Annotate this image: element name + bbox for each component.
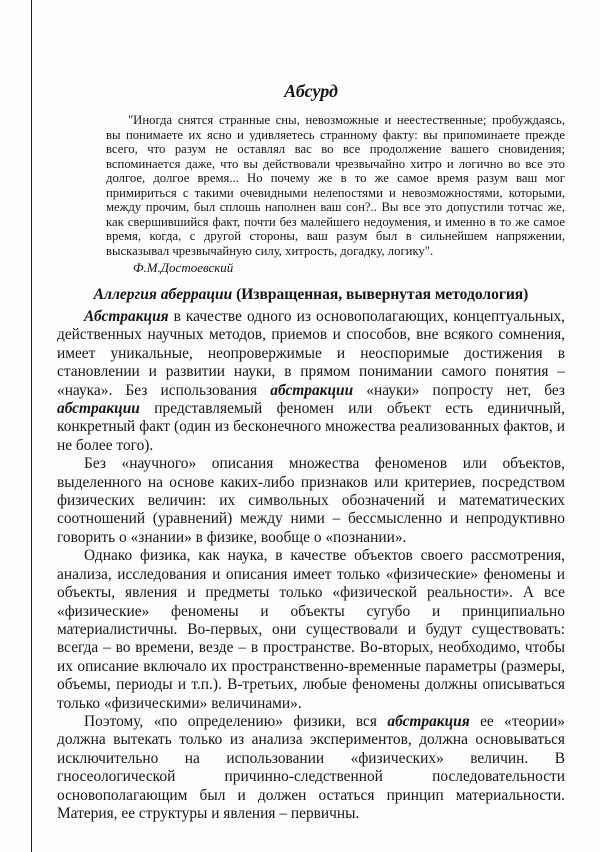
body-paragraph-3: Однако физика, как наука, в качестве объектов своего рассмотрения, анализа, исследования и описания имеет только «физические» феномены и объекты, явления и предметы только «физической реальности». А все «физические» феномены и объекты сугубо и принципиально материалистичны. Во-первых, они существовали и будут существовать: всегда – во времени, везде – в пространстве. Во-вторых, необходимо, чтобы их описание включало их пространственно-временные параметры (размеры, объемы, периоды и т.п.). В-третьих, любые феномены должны описываться только «физическими» величинами». <box>57 547 565 712</box>
body-paragraph-4: Поэтому, «по определению» физики, вся абстракция ее «теории» должна вытекать только из анализа экспериментов, должна основываться исключительно на использовании «физических» величин. В гносеологической причинно-следственной последовательности основополагающим был и должен остаться принцип материальности. Материя, ее структуры и явления – первичны. <box>57 712 565 822</box>
left-margin-rule <box>31 0 32 852</box>
section-heading: Аллергия аберрации (Извращенная, вывернутая методология) <box>93 286 529 303</box>
page-title: Абсурд <box>284 81 338 101</box>
page-content <box>57 80 565 823</box>
body-paragraph-1: Абстракция в качестве одного из основополагающих, концептуальных, действенных научных методов, приемов и способов, вне всякого сомнения, имеет уникальные, неопровержимые и неоспоримые достижения в становлении и развитии науки, в прямом понимании самого понятия – «наука». Без использования абстракции «науки» попросту нет, без абстракции представляемый феномен или объект есть единичный, конкретный факт (один из бесконечного множества реализованных фактов, и не более того). <box>57 308 565 454</box>
quote-attribution: Ф.М.Достоевский <box>133 260 234 275</box>
epigraph-quote: "Иногда снятся странные сны, невозможные и неестественные; пробуждаясь, вы понимаете их ясно и удивляетесь странному факту: вы припоминаете прежде всего, что разум не оставлял вас во все продолжение вашего сновидения; вспоминается даже, что вы действовали чрезвычайно хитро и логично во все это долгое, долгое время... Но почему же в то же самое время разум ваш мог примириться с такими очевидными нелепостями и невозможностями, которыми, между прочим, был сплошь наполнен ваш сон?.. Вы все это допустили тотчас же, как свершившийся факт, почти без малейшего недоумения, и именно в то же самое время, когда, с другой стороны, ваш разум был в сильнейшем напряжении, высказывал чрезвычайную силу, хитрость, догадку, логику". <box>106 113 565 258</box>
body-paragraph-2: Без «научного» описания множества феноменов или объектов, выделенного на основе каких-либо признаков или критериев, посредством физических величин: их символьных обозначений и математических соотношений (уравнений) между ними – бессмысленно и непродуктивно говорить о «знании» в физике, вообще о «познании». <box>57 455 565 546</box>
